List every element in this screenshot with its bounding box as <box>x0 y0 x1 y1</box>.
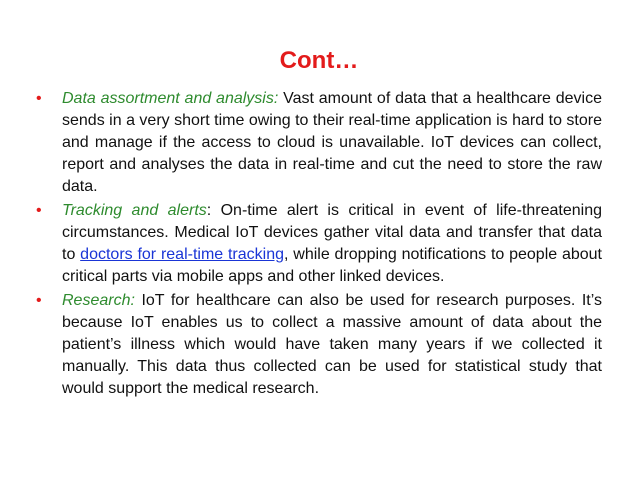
bullet-list <box>36 88 602 402</box>
slide-title: Cont… <box>279 47 359 74</box>
bullet-text: : On-time alert is critical in event of life-threatening circumstances. Medical IoT devices gather vital data and transfer that data to <box>62 202 603 263</box>
bullet-text-after: , while dropping notifications to people about critical parts via mobile apps and other linked devices. <box>62 246 603 285</box>
bullet-text: IoT for healthcare can also be used for research purposes. It’s because IoT enables us to collect a massive amount of data about the patient’s illness which would have taken many years if we collected it manually. This data thus collected can be used for statistical study that would support the medical research. <box>62 292 602 397</box>
bullet-item-data-assortment <box>36 88 602 198</box>
bullet-icon: • <box>36 90 42 107</box>
bullet-term: Research: <box>62 292 135 309</box>
bullet-term: Tracking and alerts <box>62 202 207 219</box>
bullet-term: Data assortment and analysis: <box>62 90 279 107</box>
bullet-icon: • <box>36 292 42 309</box>
bullet-item-research <box>36 290 602 400</box>
bullet-item-tracking-alerts <box>36 200 602 288</box>
bullet-text: Vast amount of data that a healthcare device sends in a very short time owing to their real-time application is hard to store and manage if the access to cloud is unavailable. IoT devices can collect, report and analyses the data in real-time and cut the need to store the raw data. <box>62 90 603 195</box>
bullet-icon: • <box>36 202 42 219</box>
doctors-tracking-link[interactable]: doctors for real-time tracking <box>80 246 285 263</box>
